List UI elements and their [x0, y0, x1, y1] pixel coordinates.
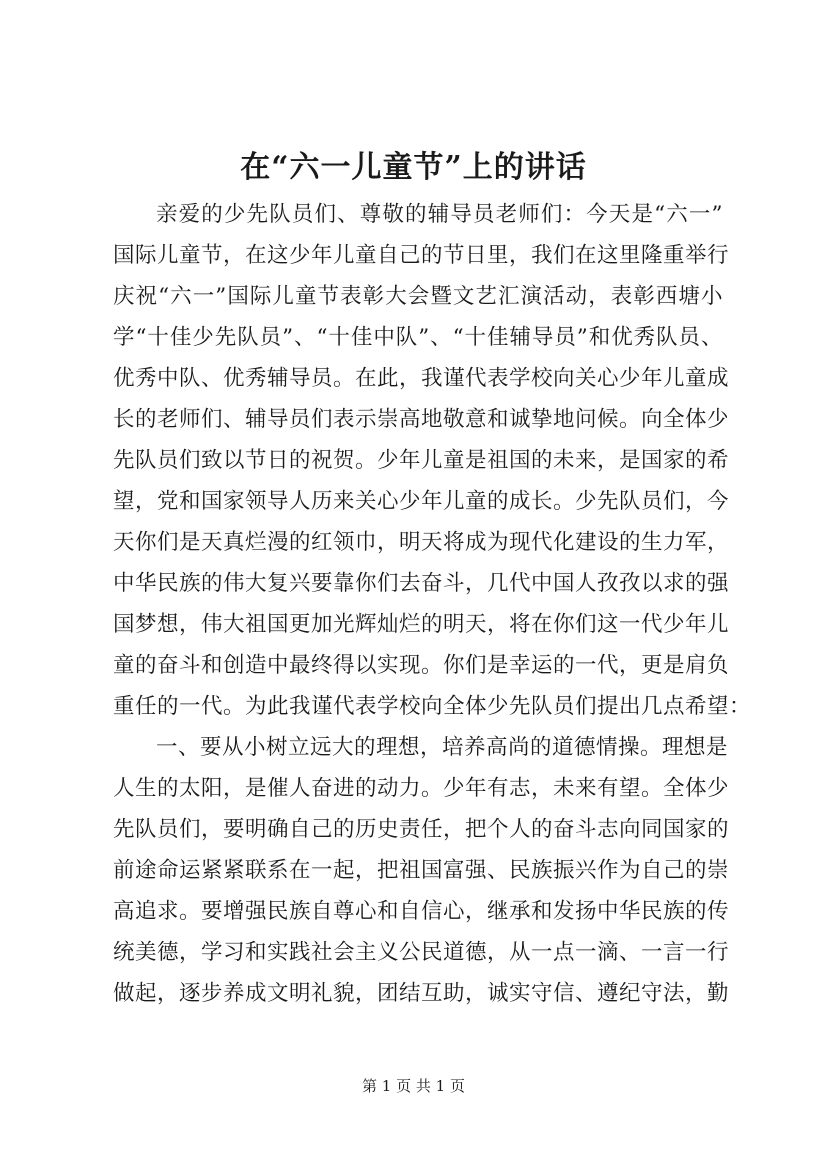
paragraph-line: 长的老师们、辅导员们表示崇高地敬意和诚挚地问候。向全体少 [113, 407, 730, 432]
paragraph-line: 统美德，学习和实践社会主义公民道德，从一点一滴、一言一行 [113, 940, 730, 965]
paragraph-line: 国梦想，伟大祖国更加光辉灿烂的明天，将在你们这一代少年儿 [113, 612, 730, 637]
document-title: 在“六一儿童节”上的讲话 [240, 150, 587, 185]
paragraph-line: 学“十佳少先队员”、“十佳中队”、“十佳辅导员”和优秀队员、 [113, 325, 723, 350]
paragraph-line: 人生的太阳，是催人奋进的动力。少年有志，未来有望。全体少 [113, 776, 730, 801]
paragraph-line: 做起，逐步养成文明礼貌，团结互助，诚实守信、遵纪守法，勤 [113, 981, 730, 1006]
paragraph-line: 先队员们，要明确自己的历史责任，把个人的奋斗志向同国家的 [113, 817, 730, 842]
paragraph-line: 先队员们致以节日的祝贺。少年儿童是祖国的未来，是国家的希 [113, 448, 730, 473]
paragraph-line: 亲爱的少先队员们、尊敬的辅导员老师们：今天是“六一” [156, 202, 723, 227]
paragraph-line: 中华民族的伟大复兴要靠你们去奋斗，几代中国人孜孜以求的强 [113, 571, 730, 596]
paragraph-line: 高追求。要增强民族自尊心和自信心，继承和发扬中华民族的传 [113, 899, 730, 924]
paragraph-line: 天你们是天真烂漫的红领巾，明天将成为现代化建设的生力军， [113, 530, 730, 555]
paragraph-line: 优秀中队、优秀辅导员。在此，我谨代表学校向关心少年儿童成 [113, 366, 730, 391]
paragraph-line: 国际儿童节，在这少年儿童自己的节日里，我们在这里隆重举行 [113, 243, 730, 268]
paragraph-line: 前途命运紧紧联系在一起，把祖国富强、民族振兴作为自己的崇 [113, 858, 730, 883]
paragraph-line: 一、要从小树立远大的理想，培养高尚的道德情操。理想是 [156, 735, 729, 760]
page-number-footer: 第 1 页 共 1 页 [362, 1077, 465, 1095]
paragraph-line: 庆祝“六一”国际儿童节表彰大会暨文艺汇演活动，表彰西塘小 [113, 284, 723, 309]
paragraph-line: 童的奋斗和创造中最终得以实现。你们是幸运的一代，更是肩负 [113, 653, 730, 678]
document-body [113, 194, 752, 1014]
paragraph-line: 望，党和国家领导人历来关心少年儿童的成长。少先队员们，今 [113, 489, 730, 514]
paragraph-line: 重任的一代。为此我谨代表学校向全体少先队员们提出几点希望： [113, 694, 752, 719]
